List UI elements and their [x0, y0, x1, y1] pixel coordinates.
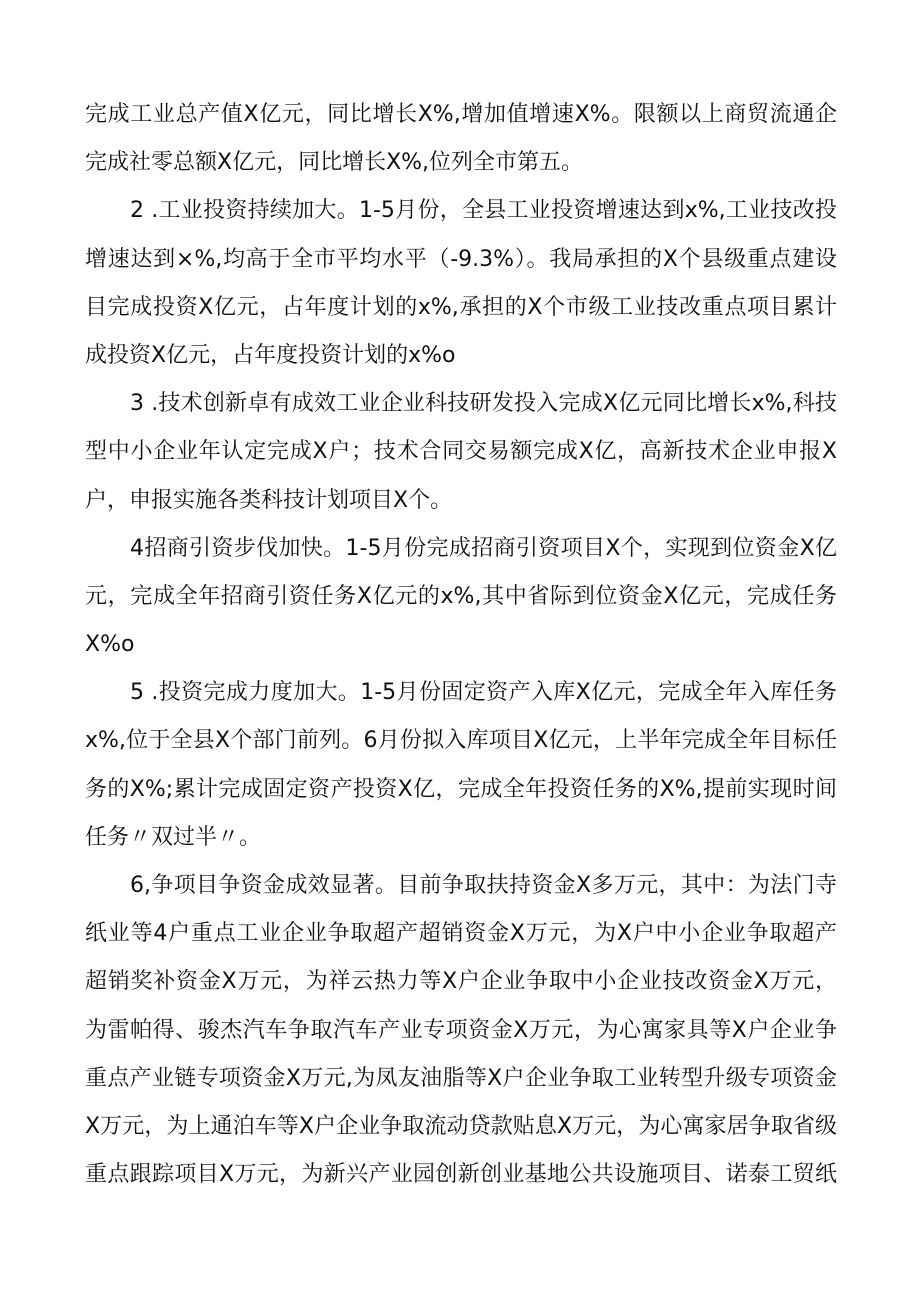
text-line: X万元，为上通泊车等X户企业争取流动贷款贴息X万元，为心寓家居争取省级: [85, 1113, 837, 1139]
text-line: 任务〃双过半〃。: [85, 824, 262, 850]
text-line: x%,位于全县X个部门前列。6月份拟入库项目X亿元，上半年完成全年目标任: [85, 728, 837, 754]
text-line: 完成社零总额X亿元，同比增长X%,位列全市第五。: [85, 150, 584, 176]
paragraph-technology-innovation: [85, 380, 837, 525]
text-line: 重点跟踪项目X万元，为新兴产业园创新创业基地公共设施项目、诺泰工贸纸: [85, 1162, 837, 1188]
text-line: 6,争项目争资金成效显著。目前争取扶持资金X多万元，其中：为法门寺: [130, 873, 837, 898]
paragraph-investment-attraction: [85, 525, 837, 670]
paragraph-project-funding: [85, 862, 837, 1199]
text-line: 元，完成全年招商引资任务X亿元的x%,其中省际到位资金X亿元，完成任务: [85, 583, 837, 609]
text-line: 纸业等4户重点工业企业争取超产超销资金X万元，为X户中小企业争取超产: [85, 921, 837, 947]
text-line: 重点产业链专项资金X万元,为凤友油脂等X户企业争取工业转型升级专项资金: [85, 1065, 837, 1091]
text-line: 为雷帕得、骏杰汽车争取汽车产业专项资金X万元，为心寓家具等X户企业争: [85, 1017, 837, 1043]
text-line: 超销奖补资金X万元，为祥云热力等X户企业争取中小企业技改资金X万元，: [85, 969, 837, 995]
paragraph-industrial-output: [85, 91, 837, 187]
text-line: 2 .工业投资持续加大。1-5月份，全县工业投资增速达到x%,工业技改投: [130, 198, 837, 224]
text-line: 5 .投资完成力度加大。1-5月份固定资产入库X亿元，完成全年入库任务: [130, 680, 837, 706]
text-line: 成投资X亿元，占年度投资计划的x%o: [85, 342, 456, 368]
text-line: 户，申报实施各类科技计划项目X个。: [85, 487, 453, 513]
text-line: X%o: [85, 632, 135, 658]
text-line: 务的X%;累计完成固定资产投资X亿，完成全年投资任务的X%,提前实现时间: [85, 776, 837, 802]
text-line: 型中小企业年认定完成X户；技术合同交易额完成X亿，高新技术企业申报X: [85, 439, 837, 465]
text-line: 增速达到×%,均高于全市平均水平（-9.3%）。我局承担的X个县级重点建设: [85, 246, 837, 272]
paragraph-industrial-investment: [85, 187, 837, 380]
document-page: [85, 91, 837, 1199]
text-line: 4招商引资步伐加快。1-5月份完成招商引资项目X个，实现到位资金X亿: [130, 535, 837, 561]
text-line: 目完成投资X亿元，占年度计划的x%,承担的X个市级工业技改重点项目累计: [85, 294, 837, 320]
paragraph-investment-completion: [85, 669, 837, 862]
text-line: 完成工业总产值X亿元，同比增长X%,增加值增速X%。限额以上商贸流通企: [85, 102, 837, 127]
text-line: 3 .技术创新卓有成效工业企业科技研发投入完成X亿元同比增长x%,科技: [130, 391, 837, 417]
